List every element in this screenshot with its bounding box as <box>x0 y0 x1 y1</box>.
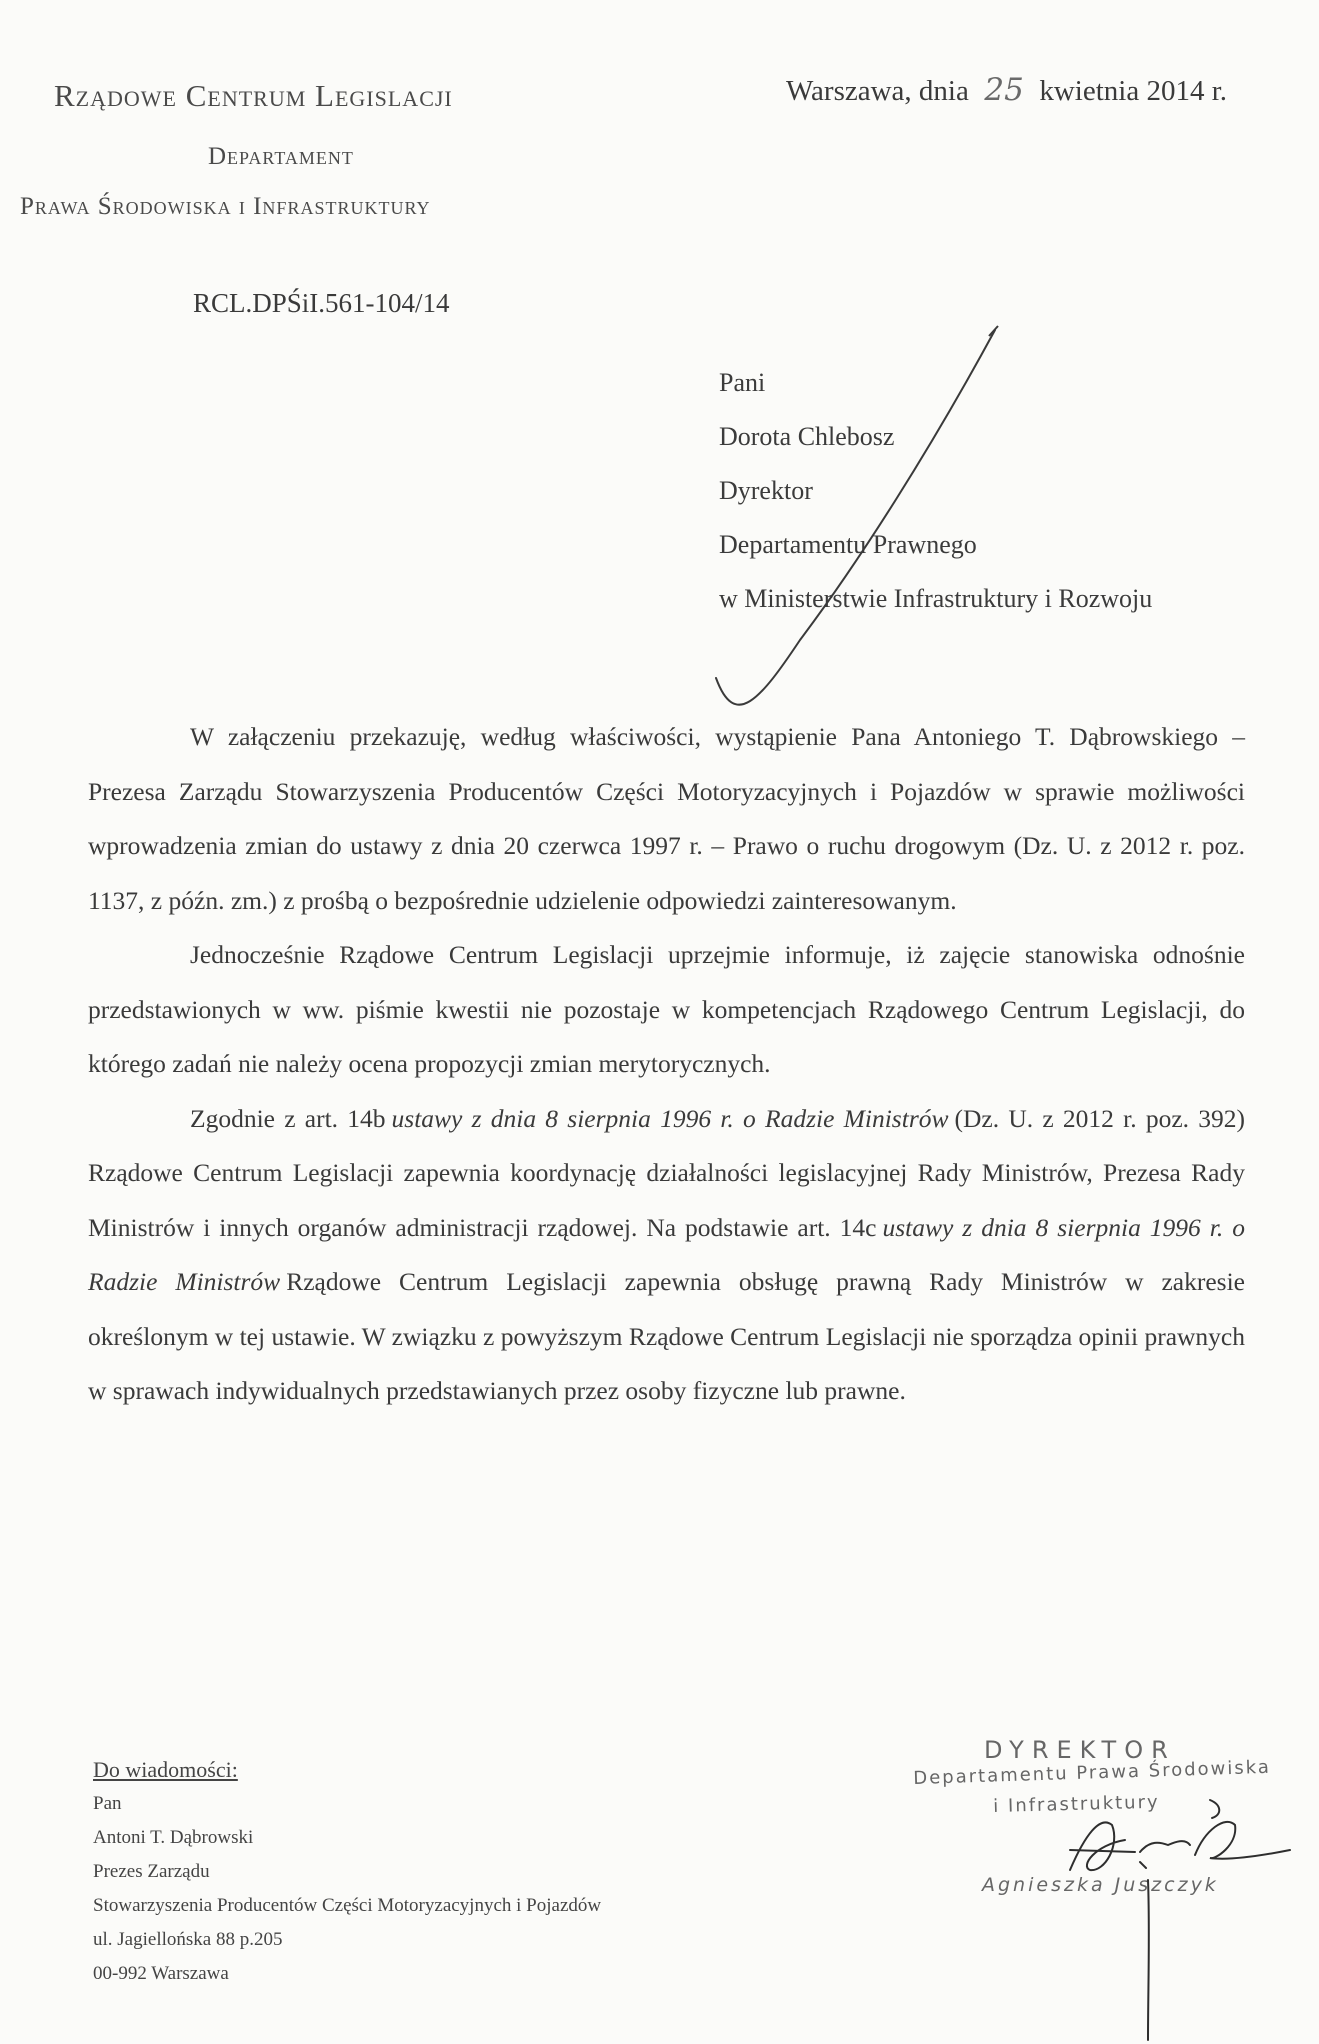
signatory-name: Agnieszka Juszczyk <box>982 1874 1219 1896</box>
p3-text-a: Zgodnie z art. 14b <box>190 1103 386 1133</box>
signature-department-1: Departamentu Prawa Środowiska <box>913 1756 1272 1789</box>
issuer-name: Rządowe Centrum Legislacji <box>54 78 453 113</box>
cc-line: ul. Jagiellońska 88 p.205 <box>93 1929 283 1950</box>
cc-line: Prezes Zarządu <box>93 1861 210 1882</box>
addressee-line-5: w Ministerstwie Infrastruktury i Rozwoju <box>719 584 1153 613</box>
signature-department-2: i Infrastruktury <box>993 1791 1160 1817</box>
issuer-department-name: Prawa Środowiska i Infrastruktury <box>20 193 431 220</box>
p3-law-title-1: ustawy z dnia 8 sierpnia 1996 r. o Radzie Ministrów <box>391 1103 949 1133</box>
issuer-department-label: Departament <box>208 143 354 170</box>
addressee-line-3: Dyrektor <box>719 476 813 505</box>
addressee-line-4: Departamentu Prawnego <box>719 530 977 559</box>
reference-number: RCL.DPŚiI.561-104/14 <box>193 288 450 318</box>
addressee-line-1: Pani <box>719 368 766 397</box>
p3-law-title-2: ustawy z dnia 8 sierpnia 1996 r. o Radzie Ministrów <box>88 1212 1245 1296</box>
date-suffix: kwietnia 2014 r. <box>1039 75 1228 107</box>
p3-text-c: Rządowe Centrum Legislacji zapewnia obsługę prawną Rady Ministrów w zakresie określonym w tej ustawie. W związku z powyższym Rządowe Centrum Legislacji nie sporządza opinii prawnych w sprawach indywidualnych przedstawianych przez osoby fizyczne lub prawne. <box>88 1267 1245 1405</box>
cc-line: Stowarzyszenia Producentów Części Motoryzacyjnych i Pojazdów <box>93 1895 602 1916</box>
date-prefix: Warszawa, dnia <box>786 75 969 107</box>
cc-line: 00-992 Warszawa <box>93 1963 229 1984</box>
p3-text-b: (Dz. U. z 2012 r. poz. 392) Rządowe Centrum Legislacji zapewnia koordynację działalności legislacyjnej Rady Ministrów, Prezesa Rady Ministrów i innych organów administracji rządowej. Na podstawie art. 14c <box>88 1103 1245 1242</box>
signature-title: DYREKTOR <box>984 1736 1176 1764</box>
cc-line: Antoni T. Dąbrowski <box>93 1827 254 1848</box>
body-paragraph-2: Jednocześnie Rządowe Centrum Legislacji uprzejmie informuje, iż zajęcie stanowiska odnośnie przedstawionych w ww. piśmie kwestii nie pozostaje w kompetencjach Rządowego Centrum Legislacji, do którego zadań nie należy ocena propozycji zmian merytorycznych. <box>88 940 1245 1078</box>
cc-line: Pan <box>93 1793 122 1814</box>
addressee-line-2: Dorota Chlebosz <box>719 422 895 451</box>
cc-title: Do wiadomości: <box>93 1757 238 1782</box>
date-day-handwritten: 25 <box>984 72 1024 108</box>
body-paragraph-1: W załączeniu przekazuję, według właściwości, wystąpienie Pana Antoniego T. Dąbrowskiego – Prezesa Zarządu Stowarzyszenia Producentów Części Motoryzacyjnych i Pojazdów w sprawie możliwości wprowadzenia zmian do ustawy z dnia 20 czerwca 1997 r. – Prawo o ruchu drogowym (Dz. U. z 2012 r. poz. 1137, z późn. zm.) z prośbą o bezpośrednie udzielenie odpowiedzi zainteresowanym. <box>88 722 1245 915</box>
